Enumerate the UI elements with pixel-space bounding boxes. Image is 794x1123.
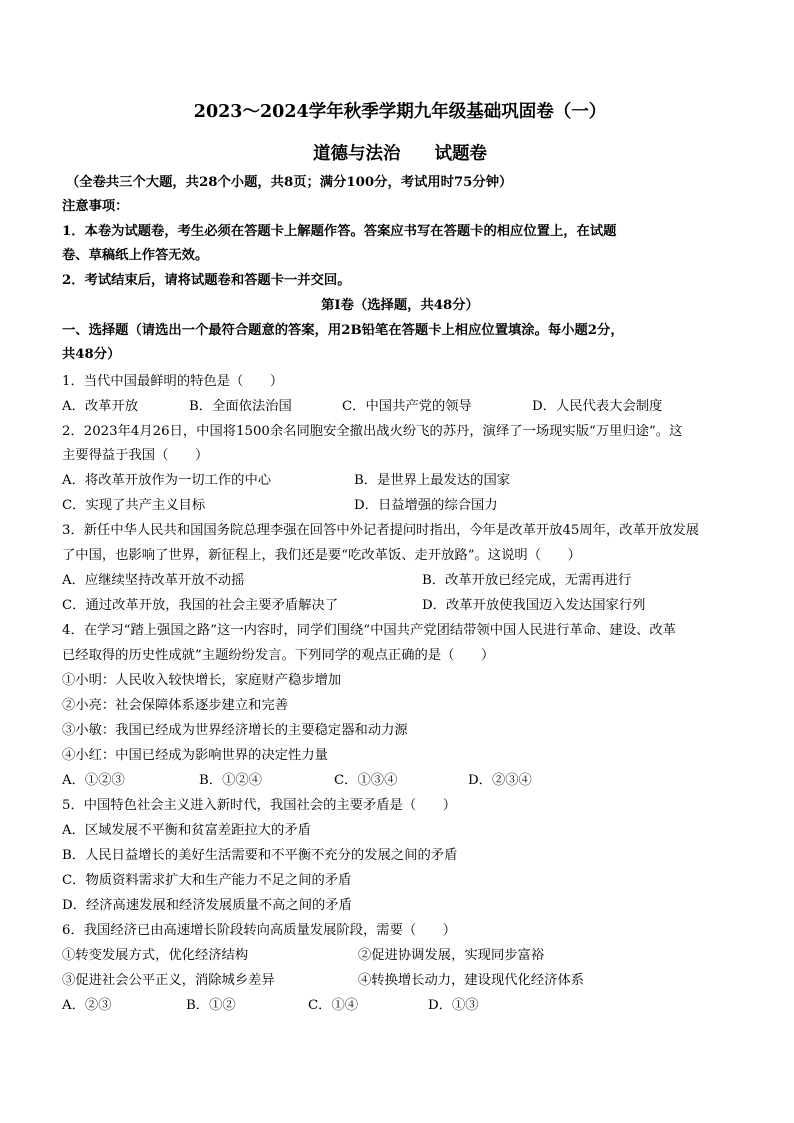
q1-option-c: C．中国共产党的领导 [342,399,472,414]
q6-statement-1: ①转变发展方式，优化经济结构 [62,948,249,963]
q4-option-c: C．①③④ [334,773,398,788]
q4-statement-3: ③小敏：我国已经成为世界经济增长的主要稳定器和动力源 [62,723,408,738]
q1-option-a: A．改革开放 [62,399,139,414]
q5-option-a: A．区域发展不平衡和贫富差距拉大的矛盾 [62,823,311,838]
q6-option-a: A．②③ [62,998,112,1013]
section-instruction-line-1: 一、选择题（请选出一个最符合题意的答案，用2B铅笔在答题卡上相应位置填涂。每小题2分， [62,323,624,338]
exam-subtitle [62,140,738,165]
q2-option-c: C．实现了共产主义目标 [62,498,206,513]
q4-statement-1: ①小明：人民收入较快增长，家庭财产稳步增加 [62,673,342,688]
paper-type: 试题卷 [434,144,487,164]
exam-title: 2023～2024学年秋季学期九年级基础巩固卷（一） [193,102,607,122]
q2-stem-line-1: 2．2023年4月26日，中国将1500余名同胞安全撤出战火纷飞的苏丹，演绎了一场现实版“万里归途”。这 [62,424,683,439]
q3-option-a: A．应继续坚持改革开放不动摇 [62,573,245,588]
exam-info: （全卷共三个大题，共28个小题，共8页；满分100分，考试用时75分钟） [66,175,513,190]
q4-statement-2: ②小亮：社会保障体系逐步建立和完善 [62,698,289,713]
section-title: 第Ⅰ卷（选择题，共48分） [321,298,479,313]
q3-stem-line-1: 3．新任中华人民共和国国务院总理李强在回答中外记者提问时指出，今年是改革开放45周年，改革开放发展 [62,523,700,538]
notes-heading: 注意事项： [62,199,129,214]
subject-name: 道德与法治 [313,144,401,164]
q5-stem: 5．中国特色社会主义进入新时代，我国社会的主要矛盾是（ ） [62,798,457,813]
q1-option-b: B．全面依法治国 [189,399,292,414]
q2-option-a: A．将改革开放作为一切工作的中心 [62,473,272,488]
note-item-2: 2．考试结束后，请将试题卷和答题卡一并交回。 [62,273,351,288]
q6-statement-4: ④转换增长动力，建设现代化经济体系 [358,973,585,988]
q6-option-b: B．①② [186,998,236,1013]
q4-option-b: B．①②④ [199,773,262,788]
q4-option-a: A．①②③ [62,773,125,788]
q4-stem-line-2: 已经取得的历史性成就”主题纷纷发言。下列同学的观点正确的是（ ） [62,648,495,663]
q6-option-d: D．①③ [428,998,479,1013]
q4-stem-line-1: 4．在学习“踏上强国之路”这一内容时，同学们围绕“中国共产党团结带领中国人民进行革命、建设、改革 [62,623,676,638]
q4-statement-4: ④小红：中国已经成为影响世界的决定性力量 [62,748,328,763]
q6-statement-3: ③促进社会公平正义，消除城乡差异 [62,973,275,988]
note-item-1-line-2: 卷、草稿纸上作答无效。 [62,248,209,263]
q3-option-b: B．改革开放已经完成，无需再进行 [422,573,632,588]
q2-option-d: D．日益增强的综合国力 [354,498,498,513]
q5-option-b: B．人民日益增长的美好生活需要和不平衡不充分的发展之间的矛盾 [62,848,458,863]
q3-option-c: C．通过改革开放，我国的社会主要矛盾解决了 [62,598,339,613]
q3-stem-line-2: 了中国，也影响了世界，新征程上，我们还是要“吃改革饭、走开放路”。这说明（ ） [62,548,581,563]
q5-option-d: D．经济高速发展和经济发展质量不高之间的矛盾 [62,898,352,913]
section-instruction-line-2: 共48分） [62,347,121,362]
q2-option-b: B．是世界上最发达的国家 [354,473,511,488]
q4-option-d: D．②③④ [468,773,532,788]
q1-option-d: D．人民代表大会制度 [532,399,663,414]
q3-option-d: D．改革开放使我国迈入发达国家行列 [422,598,646,613]
q5-option-c: C．物质资料需求扩大和生产能力不足之间的矛盾 [62,873,352,888]
q6-option-c: C．①④ [308,998,359,1013]
q2-stem-line-2: 主要得益于我国（ ） [62,448,209,463]
q6-stem: 6．我国经济已由高速增长阶段转向高质量发展阶段，需要（ ） [62,923,457,938]
note-item-1-line-1: 1．本卷为试题卷，考生必须在答题卡上解题作答。答案应书写在答题卡的相应位置上，在试题 [62,224,617,239]
q6-statement-2: ②促进协调发展，实现同步富裕 [358,948,545,963]
q1-stem: 1．当代中国最鲜明的特色是（ ） [62,374,284,389]
